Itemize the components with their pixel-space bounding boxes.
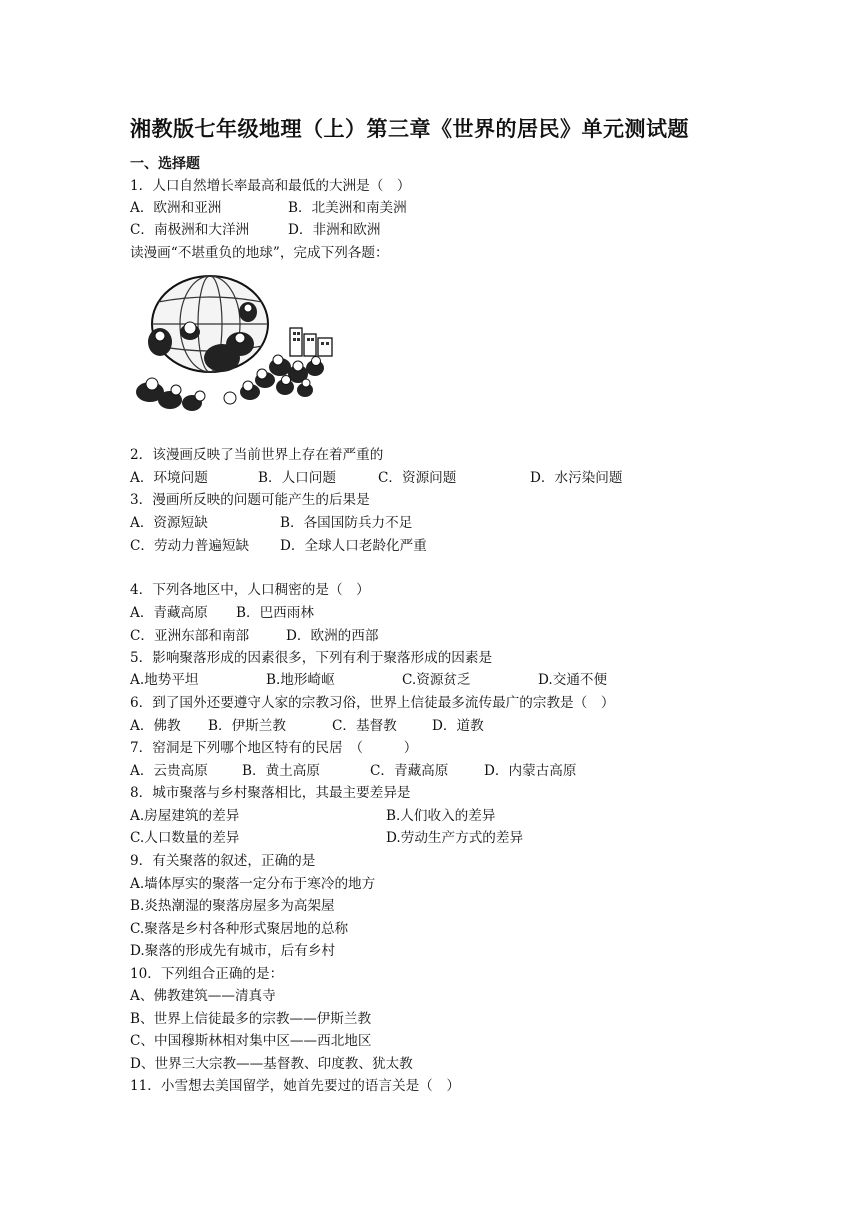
q9-option-b: B.炎热潮湿的聚落房屋多为高架屋 (130, 898, 335, 914)
q2-option-a: A．环境问题 (130, 470, 208, 486)
q2-option-c: C．资源问题 (378, 470, 457, 486)
q10-option-a: A、佛教建筑——清真寺 (130, 988, 276, 1004)
question-2-stem: 2．该漫画反映了当前世界上存在着严重的 (130, 447, 384, 463)
q10-option-b: B、世界上信徒最多的宗教——伊斯兰教 (130, 1011, 372, 1027)
q4-option-d: D．欧洲的西部 (286, 628, 379, 644)
q7-option-c: C．青藏高原 (370, 763, 449, 779)
q5-option-b: B.地形崎岖 (266, 672, 335, 688)
question-6-stem: 6．到了国外还要遵守人家的宗教习俗，世界上信徒最多流传最广的宗教是（ ） (130, 695, 615, 711)
q4-option-c: C．亚洲东部和南部 (130, 628, 250, 644)
question-8-stem: 8．城市聚落与乡村聚落相比，其最主要差异是 (130, 785, 411, 801)
question-1-stem: 1．人口自然增长率最高和最低的大洲是（ ） (130, 178, 411, 194)
q6-option-c: C．基督教 (332, 718, 397, 734)
q3-option-b: B．各国国防兵力不足 (280, 515, 413, 531)
q9-option-a: A.墙体厚实的聚落一定分布于寒冷的地方 (130, 876, 376, 892)
q7-option-b: B．黄土高原 (242, 763, 320, 779)
q6-option-a: A．佛教 (130, 718, 181, 734)
q7-option-a: A．云贵高原 (130, 763, 208, 779)
question-11-stem: 11．小雪想去美国留学，她首先要过的语言关是（ ） (130, 1078, 460, 1094)
question-3-stem: 3．漫画所反映的问题可能产生的后果是 (130, 492, 370, 508)
q3-option-c: C．劳动力普遍短缺 (130, 538, 250, 554)
q10-option-d: D、世界三大宗教——基督教、印度教、犹太教 (130, 1056, 413, 1072)
question-9-stem: 9．有关聚落的叙述，正确的是 (130, 853, 316, 869)
q5-option-c: C.资源贫乏 (402, 672, 471, 688)
q9-option-c: C.聚落是乡村各种形式聚居地的总称 (130, 921, 349, 937)
q4-option-b: B．巴西雨林 (236, 605, 314, 621)
q1-option-c: C．南极洲和大洋洲 (130, 222, 250, 238)
q3-option-a: A．资源短缺 (130, 515, 208, 531)
question-7-stem: 7．窑洞是下列哪个地区特有的民居 （ ） (130, 740, 418, 756)
q3-option-d: D．全球人口老龄化严重 (280, 538, 427, 554)
page-title: 湘教版七年级地理（上）第三章《世界的居民》单元测试题 (130, 117, 689, 141)
q9-option-d: D.聚落的形成先有城市，后有乡村 (130, 943, 336, 959)
q5-option-d: D.交通不便 (538, 672, 608, 688)
q8-option-c: C.人口数量的差异 (130, 830, 240, 846)
q7-option-d: D．内蒙古高原 (484, 763, 577, 779)
overloaded-earth-cartoon (130, 272, 340, 420)
q8-option-d: D.劳动生产方式的差异 (386, 830, 524, 846)
q2-option-d: D．水污染问题 (530, 470, 623, 486)
q5-option-a: A.地势平坦 (130, 672, 199, 688)
q1-option-b: B．北美洲和南美洲 (288, 200, 407, 216)
q1-option-a: A．欧洲和亚洲 (130, 200, 222, 216)
q1-option-d: D．非洲和欧洲 (288, 222, 381, 238)
q6-option-d: D．道教 (432, 718, 484, 734)
q10-option-c: C、中国穆斯林相对集中区——西北地区 (130, 1033, 372, 1049)
q6-option-b: B．伊斯兰教 (208, 718, 286, 734)
q8-option-b: B.人们收入的差异 (386, 808, 496, 824)
question-5-stem: 5．影响聚落形成的因素很多，下列有利于聚落形成的因素是 (130, 650, 493, 666)
section-heading: 一、选择题 (130, 156, 200, 172)
question-10-stem: 10．下列组合正确的是： (130, 966, 284, 982)
q8-option-a: A.房屋建筑的差异 (130, 808, 240, 824)
question-4-stem: 4．下列各地区中，人口稠密的是（ ） (130, 582, 370, 598)
q4-option-a: A．青藏高原 (130, 605, 208, 621)
q2-option-b: B．人口问题 (258, 470, 336, 486)
cartoon-intro: 读漫画“不堪重负的地球”，完成下列各题： (130, 245, 389, 261)
